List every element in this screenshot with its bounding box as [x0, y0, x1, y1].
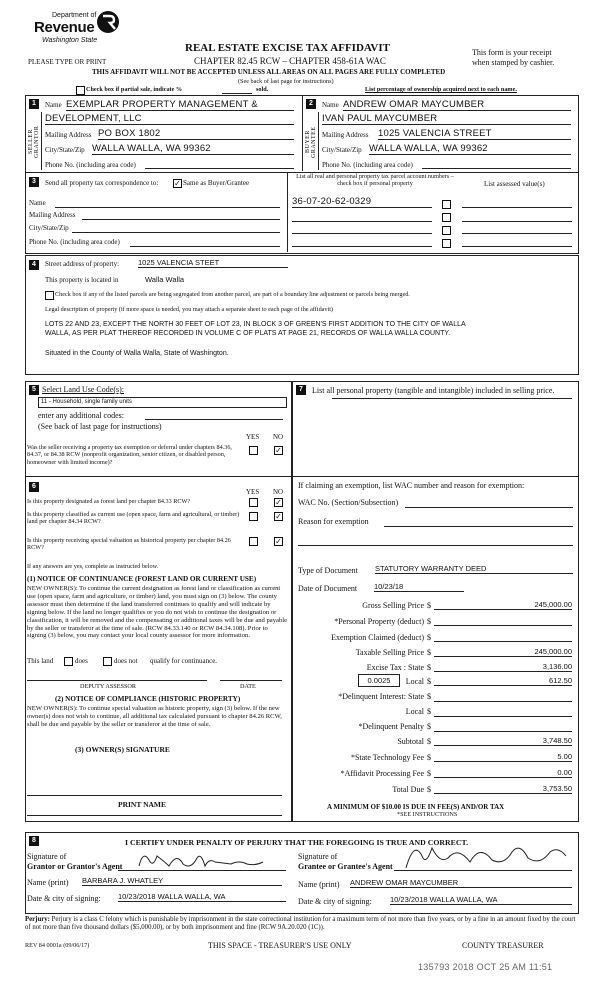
- print-name-label: PRINT NAME: [118, 800, 166, 809]
- delinq-state-dollar: $: [427, 692, 431, 701]
- revenue-logo-icon: [96, 10, 120, 34]
- buyer-name-line1[interactable]: ANDREW OMAR MAYCUMBER: [343, 99, 571, 111]
- subtotal-dollar: $: [427, 737, 431, 746]
- s5-see-back: (See back of last page for instructions): [38, 422, 162, 431]
- total-due-value[interactable]: 3,753.50: [434, 784, 572, 794]
- subtotal-label: Subtotal: [397, 737, 424, 746]
- s6-question-2: Is this property classified as current use (open space, farm and agricultural, or timber) land per chapter 84.34 RCW?: [27, 511, 240, 526]
- personal-deduct-value[interactable]: [434, 616, 572, 626]
- perjury-notice: [25, 916, 577, 933]
- s3-city-label: City/State/Zip: [29, 224, 69, 232]
- segregated-label: Check box if any of the listed parcels are being segregated from another parcel, are part of a boundary line adjustment or parcels being merged.: [55, 291, 410, 298]
- local-rate-field[interactable]: 0.0025: [358, 674, 400, 687]
- land-does-checkbox[interactable]: [64, 657, 73, 666]
- s5-no-header: NO: [273, 433, 284, 441]
- treasurer-use-label: THIS SPACE - TREASURER'S USE ONLY: [208, 941, 352, 950]
- situated-in[interactable]: Situated in the County of Walla Walla, State of Washington.: [45, 350, 229, 357]
- exemption-deduct-label: Exemption Claimed (deduct): [331, 633, 424, 642]
- seller-side-label: SELLER GRANTOR: [28, 125, 40, 159]
- delinquent-penalty-value[interactable]: [434, 731, 572, 732]
- certify-statement: I CERTIFY UNDER PENALTY OF PERJURY THAT THE FOREGOING IS TRUE AND CORRECT.: [125, 838, 469, 847]
- personal-property-label: List all personal property (tangible and intangible) included in selling price.: [312, 386, 555, 395]
- buyer-name-label: Name: [322, 101, 339, 109]
- additional-codes-field[interactable]: [145, 419, 283, 420]
- see-instructions-note: *SEE INSTRUCTIONS: [397, 811, 458, 818]
- excise-local-value[interactable]: 612.50: [434, 676, 572, 686]
- affidavit-fee-value[interactable]: 0.00: [434, 768, 572, 778]
- buyer-mailing-label: Mailing Address: [322, 131, 369, 139]
- land-use-label: Select Land Use Code(s):: [42, 385, 124, 394]
- delinquent-state-label: *Delinquent Interest: State: [338, 692, 424, 701]
- exemption-reason-field[interactable]: [384, 526, 573, 527]
- wac-number-field[interactable]: [405, 507, 573, 508]
- personal-deduct-label: *Personal Property (deduct): [334, 617, 424, 626]
- s6-q1-yes-checkbox[interactable]: [249, 498, 258, 507]
- seller-mailing[interactable]: PO BOX 1802: [98, 128, 294, 140]
- doc-date-label: Date of Document: [298, 584, 358, 593]
- form-revision: REV 84 0001a (09/06/17): [25, 942, 90, 949]
- same-as-buyer-checkbox[interactable]: ✓: [174, 179, 181, 188]
- print-name-field[interactable]: [27, 815, 282, 816]
- buyer-side-label: BUYER GRANTEE: [305, 126, 317, 158]
- s6-if-yes: If any answers are yes, complete as instructed below.: [27, 563, 159, 570]
- parcel-number-3[interactable]: [292, 233, 432, 234]
- grantee-sig-of: Signature of: [298, 852, 338, 861]
- tech-fee-label: *State Technology Fee: [350, 753, 424, 762]
- assessor-date-field[interactable]: [220, 680, 282, 681]
- logo-state: Washington State: [42, 37, 98, 44]
- grantee-agent-label: Grantee or Grantee's Agent: [298, 862, 393, 871]
- not-accepted-notice: THIS AFFIDAVIT WILL NOT BE ACCEPTED UNLESS ALL AREAS ON ALL PAGES ARE FULLY COMPLETED: [92, 68, 446, 76]
- seller-name-line1[interactable]: EXEMPLAR PROPERTY MANAGEMENT &: [66, 99, 294, 111]
- section-4-number: 4: [29, 260, 39, 270]
- seller-name-label: Name: [45, 101, 62, 109]
- buyer-mailing[interactable]: 1025 VALENCIA STREET: [378, 128, 571, 140]
- delinq-penalty-dollar: $: [427, 722, 431, 731]
- logo-revenue: Revenue: [34, 19, 95, 36]
- section-6-number: 6: [29, 482, 39, 492]
- seller-phone-field[interactable]: [145, 168, 294, 169]
- revenue-logo: [32, 10, 122, 50]
- gross-dollar: $: [427, 601, 431, 610]
- legal-description-label: Legal description of property (if more space is needed, you may attach a separate sheet to each page of the affidavit): [45, 306, 333, 313]
- deputy-assessor-label: DEPUTY ASSESSOR: [80, 683, 136, 690]
- grantor-date-city-label: Date & city of signing:: [27, 894, 101, 903]
- land-does-not-checkbox[interactable]: [103, 657, 112, 666]
- see-back-header: (See back of last page for instructions): [238, 78, 334, 85]
- exemption-dollar: $: [427, 633, 431, 642]
- notice-continuance-body: NEW OWNER(S): To continue the current designation as forest land or classification as current use (open space, farm and agriculture, or timber) land, you must sign on (3) below. The county assessor must then determine if the land transferred continues to qualify and will indicate by signing below. If the land no longer qualifies or you do not wish to continue the designation or classification, it will be removed and the compensating or additional taxes will be due and payable by the seller or transferor at the time of sale. (RCW 84.33.140 or RCW 84.34.108). Prior to signing (3) below, you may contact your local county assessor for more information.: [27, 585, 288, 640]
- assessed-value-4[interactable]: [462, 246, 572, 247]
- delinquent-state-value[interactable]: [434, 701, 572, 702]
- s6-q3-no-checkbox[interactable]: ✓: [275, 537, 282, 546]
- assessed-value-1[interactable]: [462, 207, 572, 208]
- notice-compliance-body: NEW OWNER(S): To continue special valuation as historic property, sign (3) below. If the new owner(s) does not wish to continue, all additional tax calculated pursuant to chapter 84.26 RCW, shall be due and payable by the seller or transferor at the time of sale.: [27, 705, 282, 728]
- taxable-dollar: $: [427, 648, 431, 657]
- street-address-label: Street address of property:: [45, 260, 120, 268]
- perjury-text: Perjury is a class C felony which is punishable by imprisonment in the state correctional institution for a maximum term of not more than five years, or by a fine in an amount fixed by the court of not more than five thousand dollars ($5,000.00), or by both imprisonment and fine (RCW 9A.20.020 (1C)).: [25, 916, 576, 932]
- s6-question-3: Is this property receiving special valuation as historical property per chapter 84.26 RCW?: [27, 537, 231, 552]
- s6-no-header: NO: [273, 488, 284, 496]
- s3-mailing-field[interactable]: [82, 219, 280, 220]
- gross-value[interactable]: 245,000.00: [434, 600, 572, 610]
- county-treasurer-label: COUNTY TREASURER: [462, 941, 544, 950]
- deputy-assessor-field[interactable]: [27, 680, 207, 681]
- grantor-date-city[interactable]: 10/23/2018 WALLA WALLA, WA: [118, 892, 286, 902]
- s5-yes-header: YES: [246, 433, 260, 441]
- section-1-number: 1: [29, 99, 39, 109]
- grantor-name-label: Name (print): [27, 878, 69, 887]
- legal-description-1[interactable]: LOTS 22 AND 23, EXCEPT THE NORTH 30 FEET OF LOT 23, IN BLOCK 3 OF GREEN'S FIRST ADDITION TO THE CITY OF WALLA: [45, 321, 466, 328]
- parcel-number-2[interactable]: [292, 221, 432, 222]
- sold-label: sold.: [256, 86, 269, 93]
- grantee-name[interactable]: ANDREW OMAR MAYCUMBER: [350, 878, 572, 888]
- seller-phone-label: Phone No. (including area code): [45, 161, 136, 169]
- grantee-signature-scribble: [400, 836, 570, 872]
- exemption-claim-label: If claiming an exemption, list WAC number and reason for exemption:: [298, 481, 525, 490]
- partial-sale-label: Check box if partial sale, indicate %: [86, 86, 183, 93]
- owner-signature-label: (3) OWNER(S) SIGNATURE: [75, 745, 170, 754]
- tech-fee-value[interactable]: 5.00: [434, 752, 572, 762]
- buyer-phone-field[interactable]: [422, 168, 571, 169]
- subtotal-value[interactable]: 3,748.50: [434, 736, 572, 746]
- receipt-note-2: when stamped by cashier.: [472, 58, 555, 67]
- please-type: PLEASE TYPE OR PRINT: [28, 58, 107, 66]
- parcel-number-4[interactable]: [292, 246, 432, 247]
- delinquent-local-value[interactable]: [434, 716, 572, 717]
- section-6-frame: [25, 476, 293, 822]
- buyer-name-line2[interactable]: IVAN PAUL MAYCUMBER: [322, 113, 571, 125]
- assessed-value-2[interactable]: [462, 221, 572, 222]
- buyer-city[interactable]: WALLA WALLA, WA 99362: [369, 143, 571, 155]
- excise-state-value[interactable]: 3,136.00: [434, 662, 572, 672]
- s6-question-1: Is this property designated as forest land per chapter 84.33 RCW?: [27, 498, 191, 505]
- grantor-agent-label: Grantor or Grantor's Agent: [27, 862, 123, 871]
- owner-signature-field[interactable]: [27, 795, 282, 796]
- doc-date[interactable]: 10/23/18: [374, 582, 464, 592]
- grantee-date-city-label: Date & city of signing:: [298, 897, 372, 906]
- delinquent-penalty-label: *Delinquent Penalty: [358, 722, 424, 731]
- minimum-fee-note: A MINIMUM OF $10.00 IS DUE IN FEE(S) AND/OR TAX: [327, 803, 505, 811]
- segregated-checkbox[interactable]: [45, 291, 54, 300]
- grantee-name-label: Name (print): [298, 880, 340, 889]
- s6-q2-no-checkbox[interactable]: ✓: [275, 512, 282, 521]
- grantor-name[interactable]: BARBARA J. WHATLEY: [82, 876, 282, 886]
- excise-state-label: Excise Tax : State: [366, 663, 424, 672]
- assessor-date-label: DATE: [240, 683, 256, 690]
- section-7-number: 7: [296, 385, 306, 395]
- s3-phone-field[interactable]: [130, 246, 280, 247]
- form-title: REAL ESTATE EXCISE TAX AFFIDAVIT: [185, 42, 390, 54]
- excise-local-label: Local: [405, 677, 424, 686]
- land-does-not-label: does not: [114, 657, 138, 665]
- affidavit-fee-label: *Affidavit Processing Fee: [340, 769, 424, 778]
- notice-continuance-title: (1) NOTICE OF CONTINUANCE (FOREST LAND OR CURRENT USE): [27, 575, 257, 583]
- buyer-phone-label: Phone No. (including area code): [322, 161, 413, 169]
- ownership-pct-note: List percentage of ownership acquired next to each name.: [365, 86, 517, 93]
- parcel-4-personal-checkbox[interactable]: [442, 239, 451, 248]
- doc-type[interactable]: STATUTORY WARRANTY DEED: [375, 564, 573, 574]
- parcel-header: List all real and personal property tax parcel account numbers – check box if personal property: [296, 173, 454, 188]
- same-as-buyer-label: Same as Buyer/Grantee: [183, 179, 250, 187]
- delinquent-local-label: Local: [405, 707, 424, 716]
- located-in[interactable]: Walla Walla: [145, 275, 185, 284]
- excise-local-dollar: $: [427, 677, 431, 686]
- logo-dept-of: Department of: [52, 12, 97, 19]
- grantee-date-city[interactable]: 10/23/2018 WALLA WALLA, WA: [390, 895, 572, 905]
- land-does-label: does: [75, 657, 88, 665]
- s6-q3-yes-checkbox[interactable]: [249, 537, 258, 546]
- form-chapters: CHAPTER 82.45 RCW – CHAPTER 458-61A WAC: [194, 56, 386, 66]
- section-8-number: 8: [29, 836, 39, 846]
- s6-yes-header: YES: [246, 488, 260, 496]
- s5-q1-yes-checkbox[interactable]: [249, 446, 258, 455]
- treasurer-stamp: 135793 2018 OCT 25 AM 11:51: [418, 962, 553, 972]
- parcel-number-1[interactable]: 36-07-20-62-0329: [292, 196, 432, 208]
- seller-city-label: City/State/Zip: [45, 146, 85, 154]
- wac-number-label: WAC No. (Section/Subsection): [298, 498, 399, 507]
- s3-phone-label: Phone No. (including area code): [29, 238, 120, 246]
- personal-dollar: $: [427, 617, 431, 626]
- s3-name-label: Name: [29, 199, 46, 207]
- parcel-1-personal-checkbox[interactable]: [442, 200, 451, 209]
- perjury-label: Perjury:: [25, 916, 50, 923]
- assessed-value-3[interactable]: [462, 233, 572, 234]
- tech-fee-dollar: $: [427, 753, 431, 762]
- parcel-2-personal-checkbox[interactable]: [442, 213, 451, 222]
- delinq-local-dollar: $: [427, 707, 431, 716]
- located-in-label: This property is located in: [45, 276, 119, 284]
- receipt-note-1: This form is your receipt: [472, 48, 552, 57]
- section-4-frame: [25, 255, 579, 375]
- section-3-number: 3: [29, 177, 39, 187]
- taxable-label: Taxable Selling Price: [355, 648, 424, 657]
- total-due-label: Total Due: [392, 785, 424, 794]
- exemption-reason-label: Reason for exemption: [298, 517, 369, 526]
- section-5-number: 5: [29, 385, 39, 395]
- total-due-dollar: $: [427, 785, 431, 794]
- notice-compliance-title: (2) NOTICE OF COMPLIANCE (HISTORIC PROPERTY): [55, 695, 241, 703]
- grantor-sig-of: Signature of: [27, 852, 67, 861]
- send-correspondence-label: Send all property tax correspondence to:: [45, 179, 159, 187]
- s3-city-field[interactable]: [72, 232, 280, 233]
- s6-q2-yes-checkbox[interactable]: [249, 512, 258, 521]
- seller-mailing-label: Mailing Address: [45, 131, 92, 139]
- street-address[interactable]: 1025 VALENCIA STEET: [138, 258, 288, 268]
- buyer-city-label: City/State/Zip: [322, 146, 362, 154]
- exemption-reason-field-2[interactable]: [298, 545, 573, 546]
- qualify-label: qualify for continuance.: [150, 657, 218, 665]
- partial-sale-pct-field[interactable]: [222, 93, 252, 94]
- land-use-select[interactable]: 11 - Household, single family units: [38, 397, 287, 408]
- seller-name-line2[interactable]: DEVELOPMENT, LLC: [45, 113, 294, 125]
- exemption-deduct-value[interactable]: [434, 632, 572, 642]
- s5-question-1: Was the seller receiving a property tax exemption or deferral under chapters 84.36, 84.37, or 84.38 RCW (nonprofit organization, senior citizen, or disabled person, homeowner with limited income)?: [27, 444, 232, 466]
- s5-q1-no-checkbox[interactable]: ✓: [275, 446, 282, 455]
- doc-type-label: Type of Document: [298, 566, 358, 575]
- s3-mailing-label: Mailing Address: [29, 211, 76, 219]
- additional-codes-label: enter any additional codes:: [38, 411, 124, 420]
- s3-name-field[interactable]: [55, 207, 280, 208]
- assessed-header: List assessed value(s): [484, 180, 545, 188]
- s6-q1-no-checkbox[interactable]: ✓: [275, 498, 282, 507]
- this-land-label: This land: [27, 657, 54, 665]
- personal-property-field-1[interactable]: [332, 398, 572, 399]
- legal-description-2[interactable]: WALLA, AS PER PLAT THEREOF RECORDED IN VOLUME C OF PLATS AT PAGE 21, RECORDS OF WALLA WALLA COUNTY.: [45, 330, 451, 337]
- taxable-value[interactable]: 245,000.00: [434, 647, 572, 657]
- excise-state-dollar: $: [427, 663, 431, 672]
- gross-label: Gross Selling Price: [362, 601, 424, 610]
- parcel-3-personal-checkbox[interactable]: [442, 226, 451, 235]
- section-2-number: 2: [306, 99, 316, 109]
- grantor-signature-scribble: [135, 848, 285, 872]
- seller-city[interactable]: WALLA WALLA, WA 99362: [92, 143, 294, 155]
- partial-sale-checkbox[interactable]: [76, 86, 85, 95]
- affidavit-fee-dollar: $: [427, 769, 431, 778]
